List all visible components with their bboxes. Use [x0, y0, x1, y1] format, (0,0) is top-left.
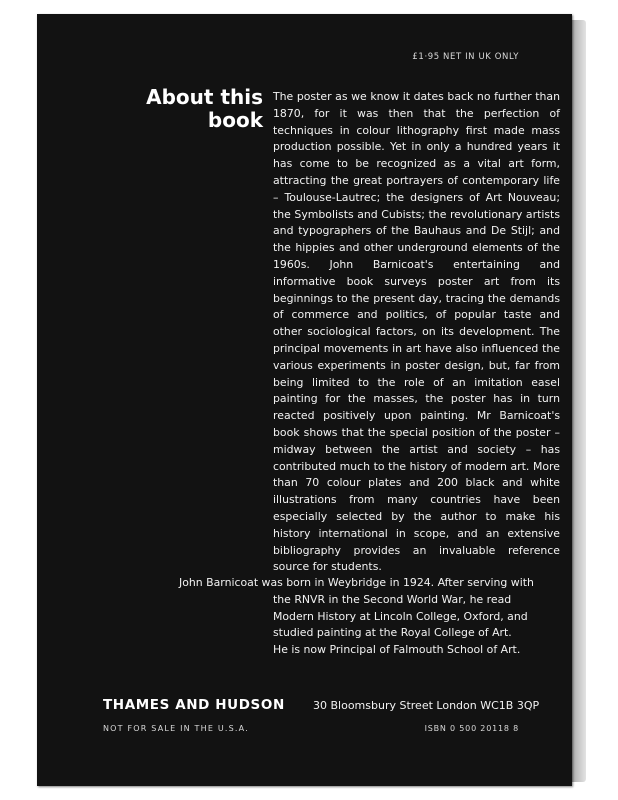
- publisher-name: THAMES AND HUDSON: [103, 697, 285, 713]
- bio-line-2: the RNVR in the Second World War, he read: [273, 592, 512, 606]
- heading-line-1: About this: [146, 85, 263, 109]
- sales-restriction-notice: NOT FOR SALE IN THE U.S.A.: [103, 724, 249, 733]
- book-back-cover: [37, 14, 572, 786]
- section-heading: [137, 86, 263, 132]
- bio-line-1: John Barnicoat was born in Weybridge in 1924. After serving with: [179, 576, 534, 589]
- bio-line-3: Modern History at Lincoln College, Oxford, and: [273, 609, 528, 623]
- book-description: The poster as we know it dates back no further than 1870, for it was then that the perfection of techniques in colour lithography first made mass production possible. Yet in only a hundred years it has come to be recognized as a vital art form, attracting the great portrayers of contemporary life – Toulouse-Lautrec; the designers of Art Nouveau; the Symbolists and Cubists; the revolutionary artists and typographers of the Bauhaus and De Stijl; and the hippies and other underground elements of the 1960s. John Barnicoat's entertaining and informative book surveys poster art from its beginnings to the present day, tracing the demands of commerce and politics, of popular taste and other sociological factors, on its development. The principal movements in art have also influenced the various experiments in poster design, but, far from being limited to the role of an imitation easel painting for the masses, the poster has in turn reacted positively upon painting. Mr Barnicoat's book shows that the special position of the poster – midway between the artist and society – has contributed much to the history of modern art. More than 70 colour plates and 200 black and white illustrations from many countries have been especially selected by the author to make his history international in scope, and an extensive bibliography provides an invaluable reference source for students.: [273, 90, 560, 574]
- price-label: £1·95 NET IN UK ONLY: [412, 52, 519, 62]
- bio-line-5: He is now Principal of Falmouth School of Art.: [273, 643, 521, 657]
- isbn-label: ISBN 0 500 20118 8: [424, 724, 519, 733]
- heading-line-2: book: [207, 108, 263, 132]
- author-biography: [179, 575, 560, 659]
- bio-line-4: studied painting at the Royal College of Art.: [273, 626, 512, 640]
- publisher-address: 30 Bloomsbury Street London WC1B 3QP: [313, 699, 540, 712]
